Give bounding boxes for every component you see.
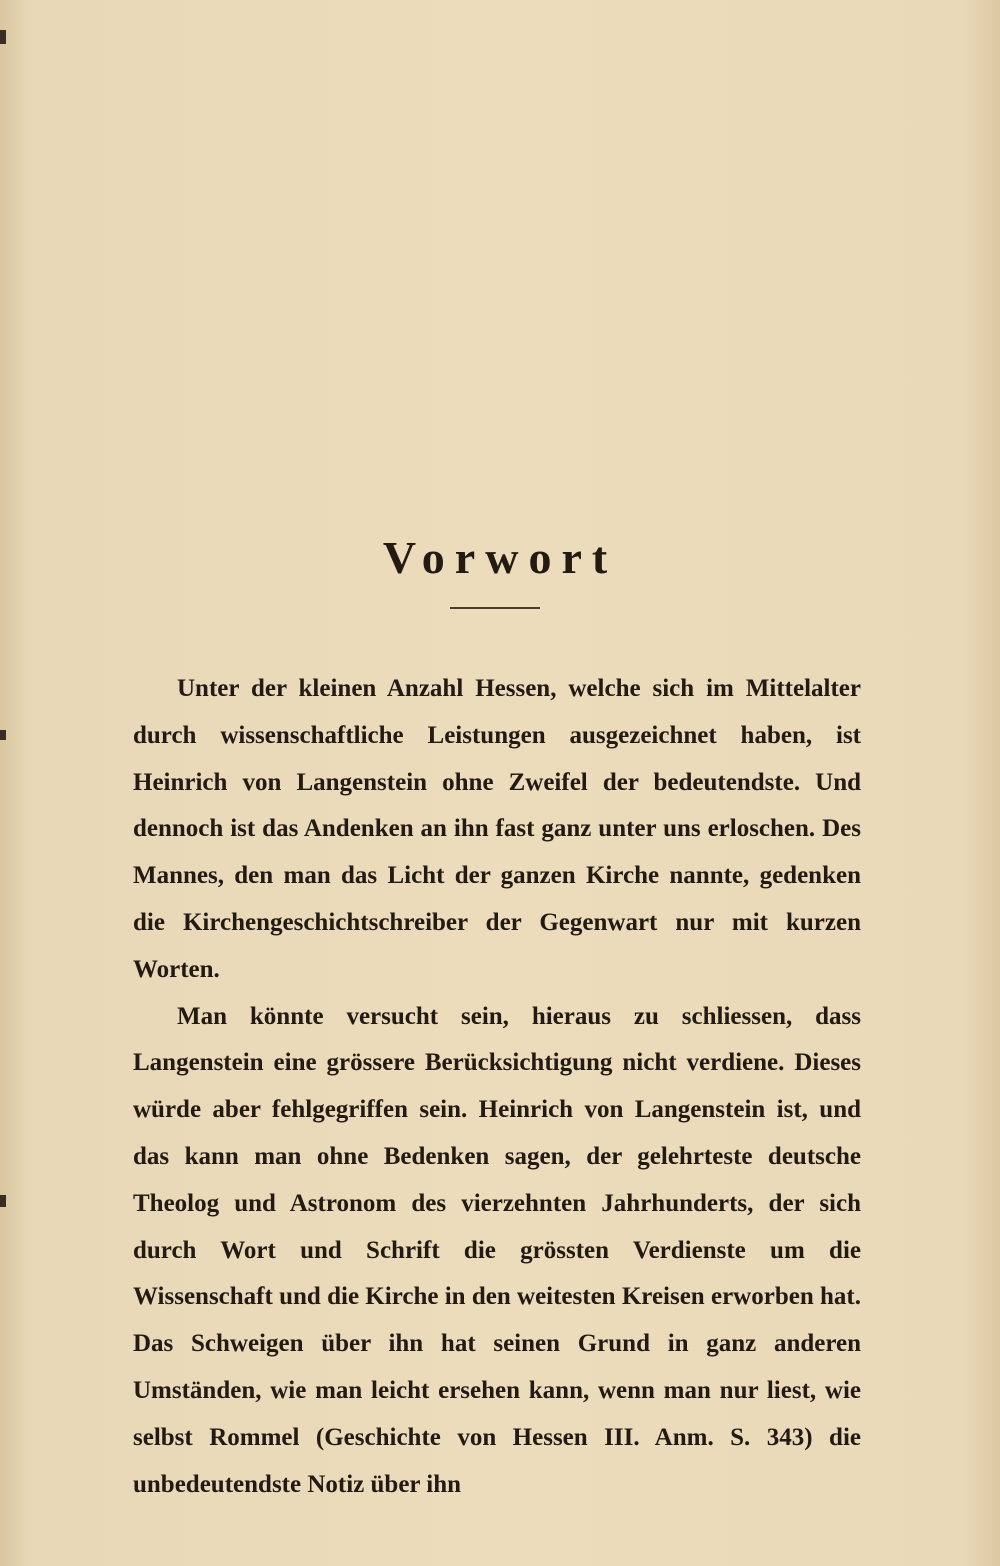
page-title: Vorwort — [382, 531, 618, 583]
paragraph: Unter der kleinen Anzahl Hessen, welche sich im Mittelalter durch wissenschaftliche Leistungen ausgezeichnet haben, ist Heinrich von Langenstein ohne Zweifel der bedeutendste. Und dennoch ist das Andenken an ihn fast ganz unter uns erloschen. Des Mannes, den man das Licht der ganzen Kirche nannte, gedenken die Kirchengeschichtschreiber der Gegenwart nur mit kurzen Worten. — [133, 675, 861, 983]
edge-mark — [0, 730, 6, 740]
paragraph: Man könnte versucht sein, hieraus zu schliessen, dass Langenstein eine grössere Berücksichtigung nicht verdiene. Dieses würde aber fehlgegriffen sein. Heinrich von Langenstein ist, und das kann man ohne Bedenken sagen, der gelehrteste deutsche Theolog und Astronom des vierzehnten Jahrhunderts, der sich durch Wort und Schrift die grössten Verdienste um die Wissenschaft und die Kirche in den weitesten Kreisen erworben hat. Das Schweigen über ihn hat seinen Grund in ganz anderen Umständen, wie man leicht ersehen kann, wenn man nur liest, wie selbst Rommel (Geschichte von Hessen III. Anm. S. 343) die unbedeutendste Notiz über ihn — [133, 1002, 861, 1498]
edge-mark — [0, 30, 6, 44]
title-rule — [450, 607, 540, 609]
edge-mark — [0, 1195, 6, 1207]
body-text — [133, 666, 861, 1508]
